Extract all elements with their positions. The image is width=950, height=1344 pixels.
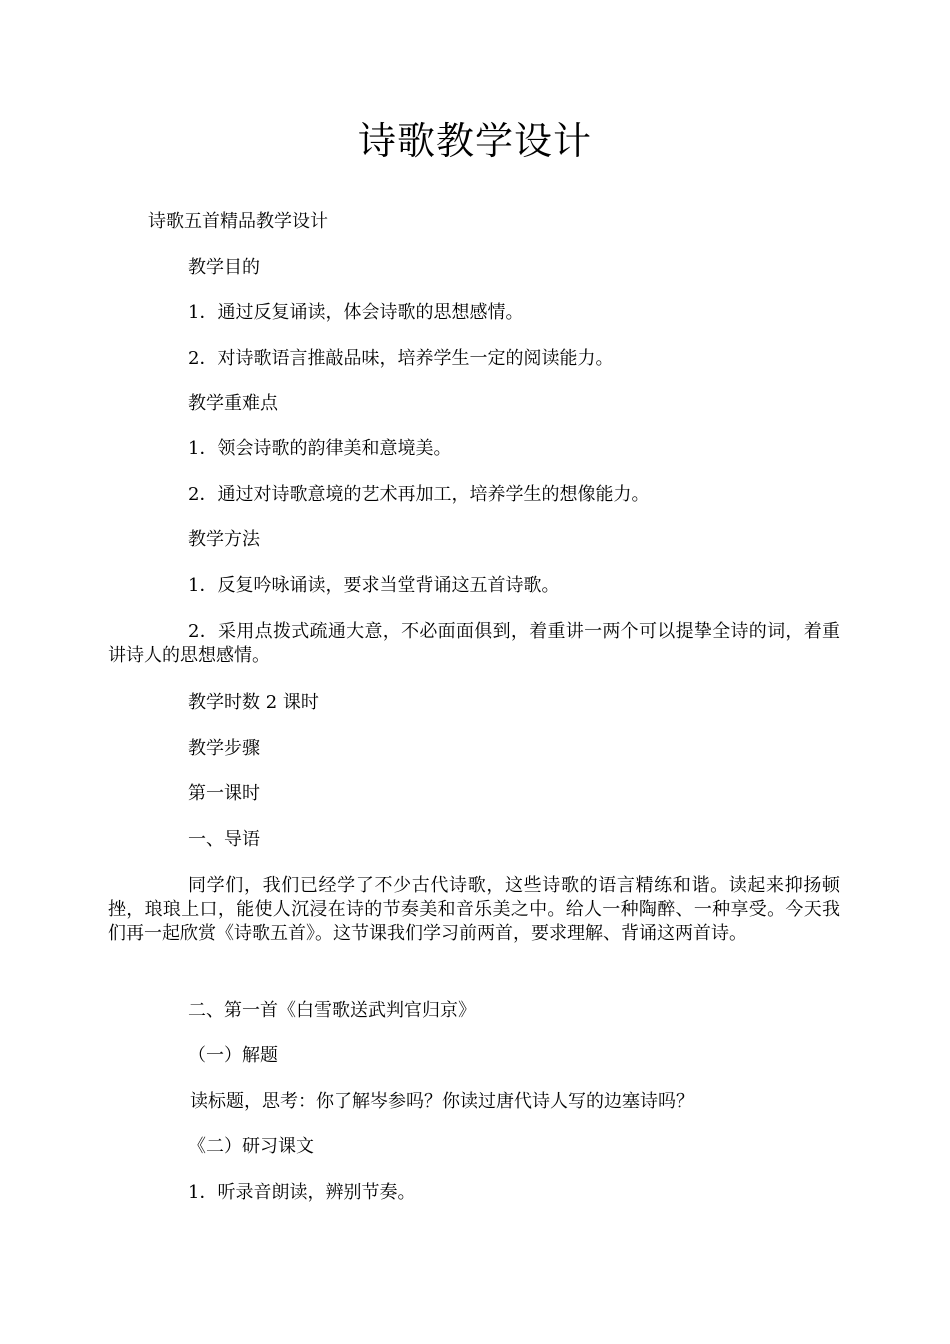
paragraph: 1．通过反复诵读，体会诗歌的思想感情。	[188, 302, 524, 323]
paragraph: 2．通过对诗歌意境的艺术再加工，培养学生的想像能力。	[188, 484, 650, 505]
paragraph: 1．领会诗歌的韵律美和意境美。	[188, 438, 452, 459]
section-heading-key-points: 教学重难点	[188, 393, 278, 414]
section-heading-introduction: 一、导语	[188, 829, 260, 850]
paragraph: 同学们，我们已经学了不少古代诗歌，这些诗歌的语言精练和谐。读起来抑扬顿挫，琅琅上口，能使人沉浸在诗的节奏美和音乐美之中。给人一种陶醉、一种享受。今天我们再一起欣赏《诗歌五首》。这节课我们学习前两首，要求理解、背诵这两首诗。	[108, 875, 840, 944]
document-title: 诗歌教学设计	[357, 119, 592, 163]
paragraph: 2．对诗歌语言推敲品味，培养学生一定的阅读能力。	[188, 348, 614, 369]
section-heading-methods: 教学方法	[188, 529, 260, 550]
paragraph: 1．听录音朗读，辨别节奏。	[188, 1182, 416, 1203]
paragraph: 1．反复吟咏诵读，要求当堂背诵这五首诗歌。	[188, 575, 560, 596]
section-heading-first-poem: 二、第一首《白雪歌送武判官归京》	[188, 1000, 476, 1021]
section-heading-first-lesson: 第一课时	[188, 783, 260, 804]
paragraph: 读标题，思考：你了解岑参吗？你读过唐代诗人写的边塞诗吗？	[190, 1091, 694, 1112]
paragraph: 2．采用点拨式疏通大意，不必面面俱到，着重讲一两个可以提挚全诗的词，着重讲诗人的思想感情。	[108, 621, 840, 666]
paragraph-class-hours: 教学时数 2 课时	[188, 692, 319, 713]
section-heading-objectives: 教学目的	[188, 257, 260, 278]
document-subtitle: 诗歌五首精品教学设计	[148, 211, 328, 232]
section-heading-steps: 教学步骤	[188, 738, 260, 759]
section-heading-title-analysis: （一）解题	[188, 1045, 278, 1066]
section-heading-text-study: 《二）研习课文	[188, 1136, 314, 1157]
